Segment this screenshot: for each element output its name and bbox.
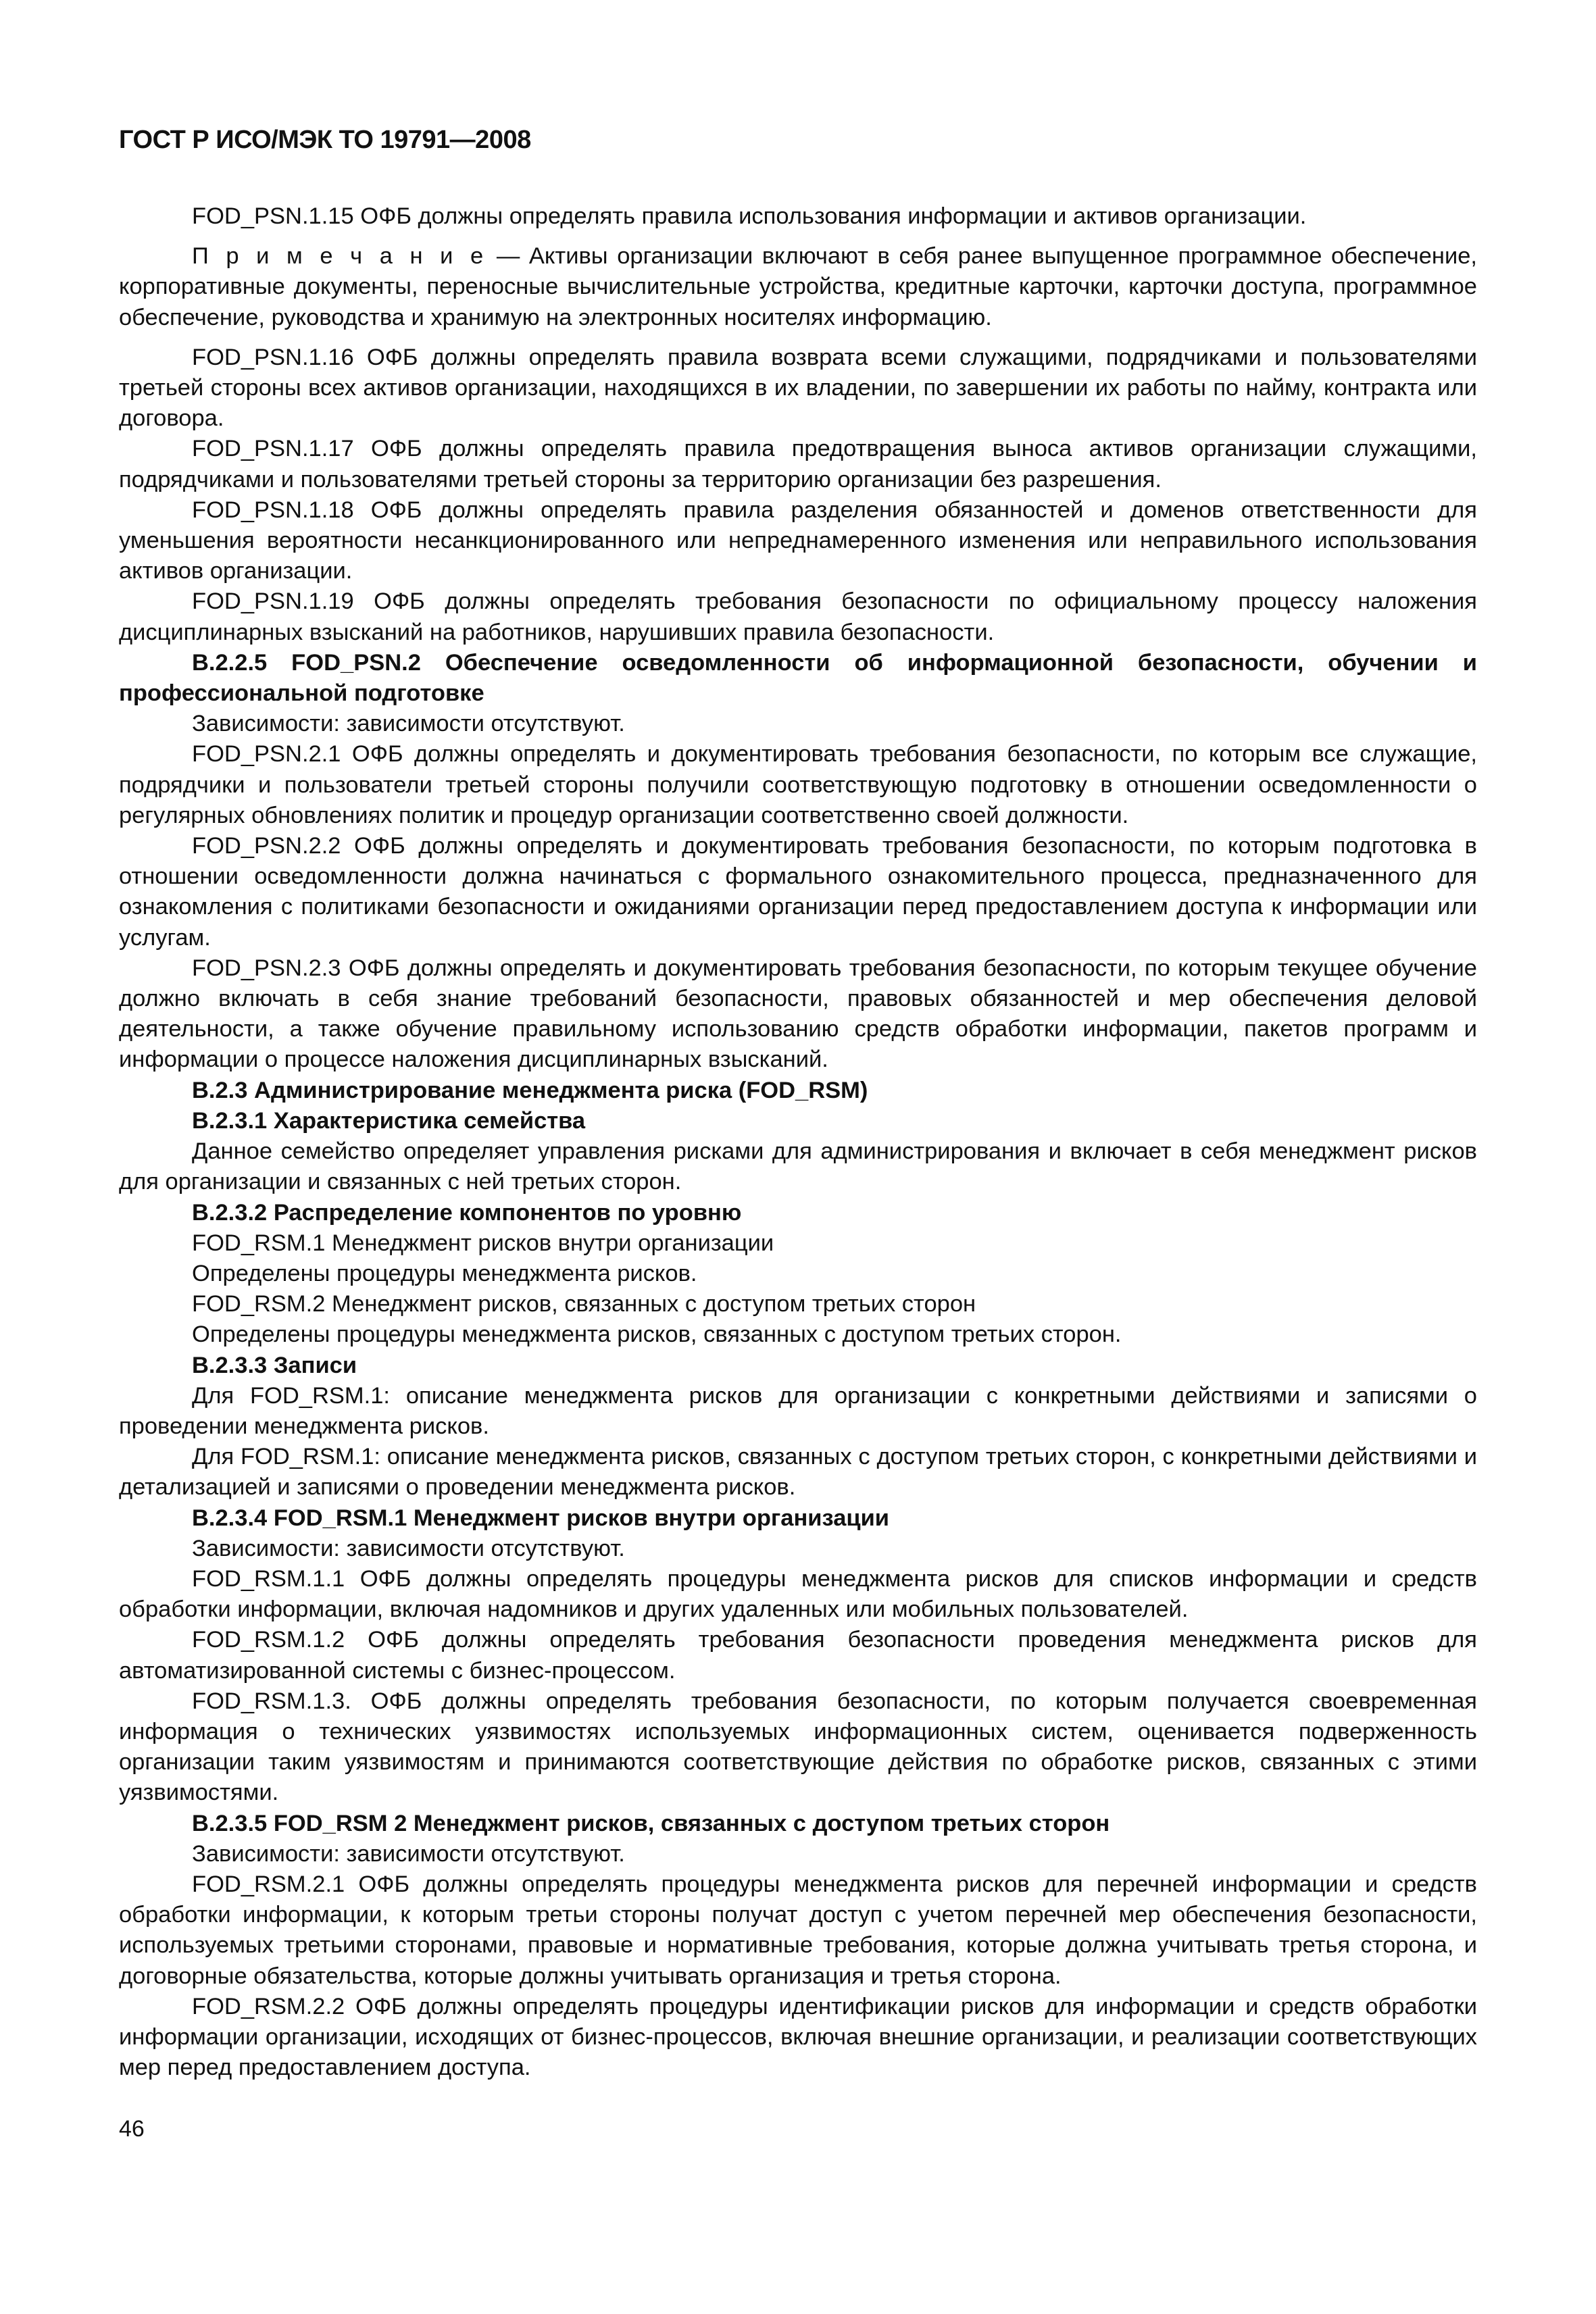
- requirement-paragraph: FOD_RSM.2.1 ОФБ должны определять процедуры менеджмента рисков для перечней информации и средств обработки информации, к которым третьи стороны получат доступ с учетом перечней мер обеспечения безопасности, используемых третьими сторонами, правовые и нормативные требования, которые должна учитывать третья сторона, и договорные обязательства, которые должны учитывать организация и третья сторона.: [119, 1871, 1477, 1989]
- body-paragraph: FOD_RSM.2 Менеджмент рисков, связанных с доступом третьих сторон: [192, 1291, 976, 1317]
- note-text: — Активы организации включают в себя ранее выпущенное программное обеспечение, корпоративные документы, переносные вычислительные устройства, кредитные карточки, карточки доступа, программное обеспечение, руководства и хранимую на электронных носителях информацию.: [119, 243, 1477, 330]
- dependencies-paragraph: Зависимости: зависимости отсутствуют.: [192, 711, 625, 737]
- note-paragraph: [119, 241, 1477, 333]
- section-heading: B.2.3.1 Характеристика семейства: [192, 1107, 586, 1134]
- body-paragraph: Для FOD_RSM.1: описание менеджмента рисков для организации с конкретными действиями и записями о проведении менеджмента рисков.: [119, 1382, 1477, 1439]
- requirement-paragraph: FOD_PSN.2.1 ОФБ должны определять и документировать требования безопасности, по которым все служащие, подрядчики и пользователи третьей стороны получили соответствующую подготовку в отношении осведомленности о регулярных обновлениях политик и процедур организации соответственно своей должности.: [119, 741, 1477, 828]
- body-paragraph: Данное семейство определяет управления рисками для администрирования и включает в себя менеджмент рисков для организации и связанных с ней третьих сторон.: [119, 1138, 1477, 1195]
- requirement-paragraph: FOD_PSN.1.16 ОФБ должны определять правила возврата всеми служащими, подрядчиками и пользователями третьей стороны всех активов организации, находящихся в их владении, по завершении их работы по найму, контракта или договора.: [119, 344, 1477, 432]
- section-heading: B.2.3.5 FOD_RSM 2 Менеджмент рисков, связанных с доступом третьих сторон: [192, 1810, 1110, 1836]
- requirement-paragraph: FOD_RSM.2.2 ОФБ должны определять процедуры идентификации рисков для информации и средств обработки информации организации, исходящих от бизнес-процессов, включая внешние организации, и реализации соответствующих мер перед предоставлением доступа.: [119, 1993, 1477, 2081]
- section-heading: B.2.3.3 Записи: [192, 1352, 357, 1378]
- requirement-paragraph: FOD_RSM.1.2 ОФБ должны определять требования безопасности проведения менеджмента рисков для автоматизированной системы с бизнес-процессом.: [119, 1627, 1477, 1684]
- section-heading: B.2.2.5 FOD_PSN.2 Обеспечение осведомленности об информационной безопасности, обучении и профессиональной подготовке: [119, 649, 1477, 707]
- dependencies-paragraph: Зависимости: зависимости отсутствуют.: [192, 1840, 625, 1867]
- section-heading: B.2.3 Администрирование менеджмента риска (FOD_RSM): [192, 1077, 868, 1103]
- requirement-paragraph: FOD_PSN.1.15 ОФБ должны определять правила использования информации и активов организации.: [192, 203, 1307, 229]
- body-paragraph: FOD_RSM.1 Менеджмент рисков внутри организации: [192, 1230, 774, 1256]
- document-header: ГОСТ Р ИСО/МЭК ТО 19791—2008: [119, 126, 531, 154]
- note-label: П р и м е ч а н и е: [192, 243, 488, 270]
- section-heading: B.2.3.2 Распределение компонентов по уровню: [192, 1199, 742, 1226]
- requirement-paragraph: FOD_PSN.2.2 ОФБ должны определять и документировать требования безопасности, по которым подготовка в отношении осведомленности должна начинаться с формального ознакомительного процесса, предназначенного для ознакомления с политиками безопасности и ожиданиями организации перед предоставлением доступа к информации или услугам.: [119, 833, 1477, 951]
- section-heading: B.2.3.4 FOD_RSM.1 Менеджмент рисков внутри организации: [192, 1505, 890, 1531]
- body-paragraph: Определены процедуры менеджмента рисков, связанных с доступом третьих сторон.: [192, 1322, 1122, 1348]
- body-paragraph: Определены процедуры менеджмента рисков.: [192, 1260, 697, 1286]
- page-number: 46: [119, 2116, 145, 2142]
- requirement-paragraph: FOD_PSN.2.3 ОФБ должны определять и документировать требования безопасности, по которым текущее обучение должно включать в себя знание требований безопасности, правовых обязанностей и мер обеспечения деловой деятельности, а также обучение правильному использованию средств обработки информации, пакетов программ и информации о процессе наложения дисциплинарных взысканий.: [119, 955, 1477, 1073]
- requirement-paragraph: FOD_PSN.1.17 ОФБ должны определять правила предотвращения выноса активов организации служащими, подрядчиками и пользователями третьей стороны за территорию организации без разрешения.: [119, 436, 1477, 493]
- requirement-paragraph: FOD_PSN.1.18 ОФБ должны определять правила разделения обязанностей и доменов ответственности для уменьшения вероятности несанкционированного или непреднамеренного изменения или неправильного использования активов организации.: [119, 497, 1477, 584]
- dependencies-paragraph: Зависимости: зависимости отсутствуют.: [192, 1535, 625, 1561]
- body-paragraph: Для FOD_RSM.1: описание менеджмента рисков, связанных с доступом третьих сторон, с конкретными действиями и детализацией и записями о проведении менеджмента рисков.: [119, 1444, 1477, 1501]
- document-body: [119, 201, 1477, 2083]
- requirement-paragraph: FOD_RSM.1.1 ОФБ должны определять процедуры менеджмента рисков для списков информации и средств обработки информации, включая надомников и других удаленных или мобильных пользователей.: [119, 1565, 1477, 1623]
- requirement-paragraph: FOD_PSN.1.19 ОФБ должны определять требования безопасности по официальному процессу наложения дисциплинарных взысканий на работников, нарушивших правила безопасности.: [119, 588, 1477, 645]
- requirement-paragraph: FOD_RSM.1.3. ОФБ должны определять требования безопасности, по которым получается своевременная информация о технических уязвимостях используемых информационных систем, оценивается подверженность организации таким уязвимостям и принимаются соответствующие действия по обработке рисков, связанных с этими уязвимостями.: [119, 1688, 1477, 1806]
